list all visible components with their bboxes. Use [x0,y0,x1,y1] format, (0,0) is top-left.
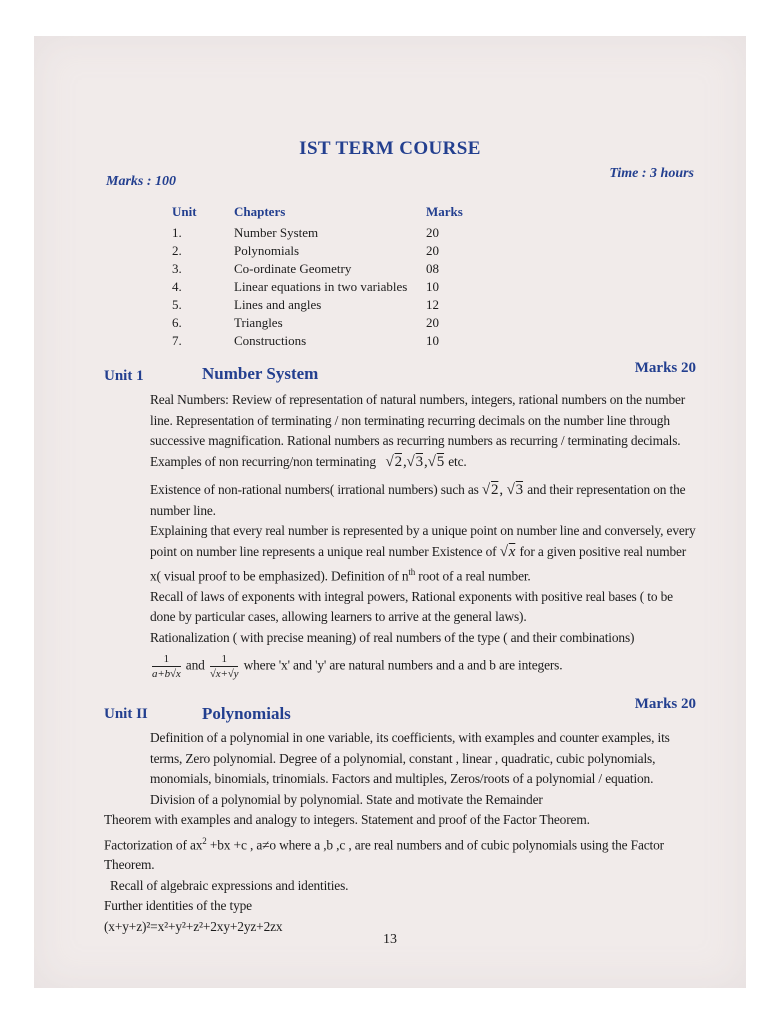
table-row [170,224,476,242]
column-header-marks: Marks [426,204,463,219]
unit1-text-and: and [185,658,205,674]
fraction-a-plus-b-root-x: $\frac{1}{a+b√x}$ [152,653,181,681]
unit2-identity-expression: (x+y+z)²=x²+y²+z²+2xy+2yz+2zx [104,918,283,934]
cell-marks: 20 [426,243,439,258]
unit2-paragraph-further-identities: Further identities of the type [104,898,252,914]
cell-unit: 5. [172,297,182,312]
unit1-paragraph-rationalization: Rationalization ( with precise meaning) of real numbers of the type ( and their combinations) [150,629,635,645]
cell-chapter: Number System [234,225,319,240]
page-number: 13 [383,932,397,947]
cell-unit: 1. [172,225,182,240]
unit2-text-factorization-b: +bx +c , a≠o where a ,b ,c , are real numbers and of cubic polynomials using the Factor Theorem. [104,836,664,873]
unit1-body [150,390,698,681]
unit2-text-factorization-a: Factorization of ax [104,836,203,852]
unit2-paragraph-remainder-theorem: Theorem with examples and analogy to integers. Statement and proof of the Factor Theorem. [104,812,590,827]
cell-chapter: Co-ordinate Geometry [234,261,352,276]
chapter-table [170,204,476,350]
table-header-row [170,204,476,224]
unit1-text-natural-numbers: where 'x' and 'y' are natural numbers and a and b are integers. [243,658,563,674]
cell-marks: 10 [426,279,439,294]
cell-marks: 10 [426,333,439,348]
cell-chapter: Triangles [234,315,283,330]
column-header-unit: Unit [172,204,197,219]
unit1-text-irrational-b: and their representation on the number line. [150,482,686,518]
cell-marks: 12 [426,297,439,312]
column-header-chapters: Chapters [234,204,286,219]
cell-marks: 20 [426,315,439,330]
total-marks: Marks : 100 [106,174,177,189]
unit1-text-irrational-a: Existence of non-rational numbers( irrational numbers) such as [150,482,479,497]
unit2-paragraph-factorization: Factorization of $ax^2 +bx +c$ , a≠o where a ,b ,c , are real numbers and of cubic polynomials using the Factor Theorem. [104,835,664,873]
cell-marks: 08 [426,261,439,276]
unit1-text-real-numbers: Real Numbers: Review of representation of natural numbers, integers, rational numbers on the number line. Representation of terminating / non terminating recurring decimals on the number line through successive magnification. Rational numbers as recurring numbers as recurring / terminating decimals. Examples of non recurring/non terminating [150,392,686,469]
unit1-paragraph-unique-point [150,521,698,587]
table-row [170,332,476,350]
sqrt-2-3-expression: √2, √3 [481,482,524,498]
unit2-paragraph-definition: Definition of a polynomial in one variable, its coefficients, with examples and counter examples, its terms, Zero polynomial. Degree of a polynomial, constant , linear , quadratic, cubic polynomials, monomials, binomials, trinomials. Factors and multiples, Zeros/roots of a polynomial / equation. Division of a polynomial by polynomial. State and motivate the Remainder [150,730,670,807]
unit1-paragraph-exponents: Recall of laws of exponents with integral powers, Rational exponents with positive real bases ( to be done by particular cases, allowing learners to arrive at the general laws). [150,588,673,625]
unit1-paragraph-real-numbers [150,390,698,472]
unit1-text-unique-point-b: for a given positive real number x( visual proof to be emphasized). Definition of n [150,543,687,584]
time-allowed: Time : 3 hours [609,166,694,181]
unit2-label: Unit II [104,706,148,722]
unit2-paragraph-recall: Recall of algebraic expressions and identities. [110,877,349,893]
cell-unit: 3. [172,261,182,276]
sqrt-x-expression: √x [499,543,516,560]
nth-superscript: th [408,567,416,577]
unit1-paragraph-fractions [150,652,698,681]
cell-chapter: Constructions [234,333,307,348]
cell-marks: 20 [426,225,439,240]
unit1-paragraph-irrational [150,480,698,521]
fraction-root-x-plus-root-y: $\frac{1}{√x+√y}$ [209,653,239,681]
page-title: IST TERM COURSE [299,138,481,159]
document-page [34,36,746,988]
cell-chapter: Linear equations in two variables [234,279,408,294]
unit1-text-unique-point-c: root of a real number. [418,568,531,584]
sqrt-2-expression: √2,√3,√5 [385,453,445,470]
cell-chapter: Polynomials [234,243,300,258]
unit2-marks: Marks 20 [634,696,696,712]
unit1-text-etc: etc. [448,453,467,469]
unit1-marks: Marks 20 [634,360,696,376]
unit2-body-indented [150,728,698,810]
cell-unit: 7. [172,333,182,348]
unit1-text-unique-point-a: Explaining that every real number is represented by a unique point on number line and conversely, every point on number line represents a unique real number Existence of [150,523,696,559]
unit2-title: Polynomials [202,704,291,723]
cell-unit: 6. [172,315,182,330]
table-row [170,296,476,314]
table-row [170,278,476,296]
table-row [170,260,476,278]
table-row [170,314,476,332]
unit1-title: Number System [202,364,319,383]
table-row [170,242,476,260]
unit2-body [104,810,704,937]
cell-unit: 2. [172,243,182,258]
cell-chapter: Lines and angles [234,297,322,312]
cell-unit: 4. [172,279,182,294]
unit1-label: Unit 1 [104,368,144,384]
